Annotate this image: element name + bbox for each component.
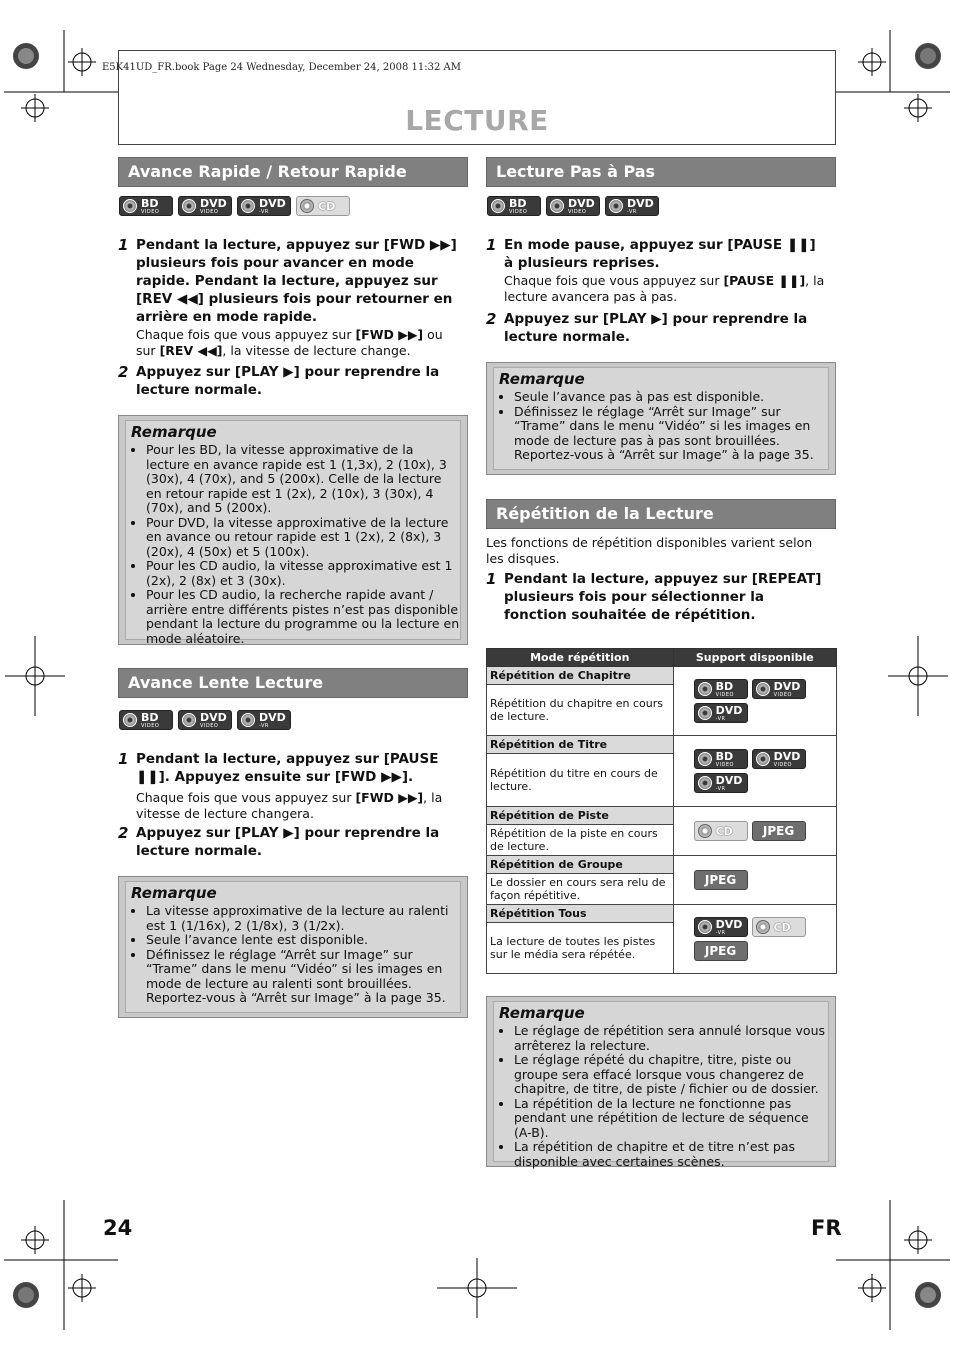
cd-icon: CD: [752, 917, 806, 937]
list-item: • Pour les BD, la vitesse approximative de la lecture en avance rapide est 1 (1,3x), 2 (10x), 3 (30x), 4 (70x), and 5 (200x). Celle de la lecture en retour rapide est 1 (2x), 2 (10x), 3 (30x), 4 (70x), and 5 (200x).: [146, 443, 460, 516]
fast-step-1-text: Pendant la lecture, appuyez sur [FWD ▶▶] plusieurs fois pour avancer en mode rapide. Pendant la lecture, appuyez sur [REV ◀◀] plusieurs fois pour retourner en arrière en mode rapide.: [136, 237, 457, 325]
list-item: • Le réglage de répétition sera annulé lorsque vous arrêterez la relecture.: [514, 1024, 828, 1053]
repeat-step-1: 1 Pendant la lecture, appuyez sur [REPEAT] plusieurs fois pour sélectionner la fonction souhaitée de répétition.: [504, 570, 829, 624]
list-item: • Définissez le réglage “Arrêt sur Image” sur “Trame” dans le menu “Vidéo” si les images en mode de lecture pas à pas sont brouillées. Reportez-vous à “Arrêt sur Image” à la page 35.: [514, 405, 828, 463]
step-step-2: 2 Appuyez sur [PLAY ▶] pour reprendre la lecture normale.: [504, 310, 826, 346]
row-desc: Répétition du titre en cours de lecture.: [487, 754, 674, 807]
step-step-1: 1 En mode pause, appuyez sur [PAUSE ❚❚] à plusieurs reprises. Chaque fois que vous appuyez sur [PAUSE ❚❚], la lecture avancera pas à pas.: [504, 236, 829, 305]
slow-step-1-detail: Chaque fois que vous appuyez sur [FWD ▶▶], la vitesse de lecture changera.: [136, 790, 443, 821]
slow-step-1-text: Pendant la lecture, appuyez sur [PAUSE ❚❚]. Appuyez ensuite sur [FWD ▶▶].: [136, 751, 439, 785]
row-mode: Répétition de Titre: [487, 736, 674, 754]
fast-step-1: 1 Pendant la lecture, appuyez sur [FWD ▶▶] plusieurs fois pour avancer en mode rapide. Pendant la lecture, appuyez sur [REV ◀◀] plusieurs fois pour retourner en arrière en mode rapide. Chaque fois que vous appuyez sur [FWD ▶▶] ou sur [REV ◀◀], la vitesse de lecture change.: [118, 236, 457, 358]
repeat-intro: Les fonctions de répétition disponibles varient selon les disques.: [486, 535, 813, 566]
fast-note-title: Remarque: [131, 423, 217, 441]
list-item: • Seule l’avance pas à pas est disponible.: [514, 390, 828, 405]
repeat-step-1-text: Pendant la lecture, appuyez sur [REPEAT] plusieurs fois pour sélectionner la fonction souhaitée de répétition.: [504, 571, 822, 623]
dvd-vr-icon: DVD -VR: [694, 703, 748, 723]
row-mode: Répétition de Piste: [487, 807, 674, 825]
row-mode: Répétition Tous: [487, 905, 674, 923]
list-item: • Seule l’avance lente est disponible.: [146, 933, 460, 948]
list-item: • Définissez le réglage “Arrêt sur Image” sur “Trame” dans le menu “Vidéo” si les images en mode de lecture au ralenti sont brouillées. Reportez-vous à “Arrêt sur Image” à la page 35.: [146, 948, 460, 1006]
bd-video-icon: BD VIDEO: [119, 710, 173, 730]
list-item: • La répétition de chapitre et de titre n’est pas disponible avec certaines scènes.: [514, 1140, 828, 1169]
col-header-support: Support disponible: [673, 649, 836, 667]
step-step-2-text: Appuyez sur [PLAY ▶] pour reprendre la lecture normale.: [504, 311, 808, 345]
step-note-list: [494, 390, 828, 463]
jpeg-icon: JPEG: [694, 941, 748, 961]
book-meta: E5K41UD_FR.book Page 24 Wednesday, December 24, 2008 11:32 AM: [102, 62, 461, 73]
fast-step-2-text: Appuyez sur [PLAY ▶] pour reprendre la lecture normale.: [136, 364, 440, 398]
step-step-1-text: En mode pause, appuyez sur [PAUSE ❚❚] à plusieurs reprises.: [504, 237, 816, 271]
fast-note-list: [126, 443, 460, 646]
bd-video-icon: BD VIDEO: [694, 679, 748, 699]
fast-step-1-detail: Chaque fois que vous appuyez sur [FWD ▶▶] ou sur [REV ◀◀], la vitesse de lecture change.: [136, 327, 443, 358]
step-note-title: Remarque: [499, 370, 585, 388]
disc-badges-step: [487, 196, 659, 216]
cd-icon: CD: [296, 196, 350, 216]
language-code: FR: [811, 1216, 842, 1240]
row-desc: Répétition de la piste en cours de lecture.: [487, 825, 674, 856]
bd-video-icon: BD VIDEO: [487, 196, 541, 216]
step-note: [486, 362, 836, 475]
dvd-vr-icon: DVD -VR: [694, 917, 748, 937]
row-desc: Le dossier en cours sera relu de façon répétitive.: [487, 874, 674, 905]
list-item: • Pour les CD audio, la vitesse approximative est 1 (2x), 2 (8x) et 3 (30x).: [146, 559, 460, 588]
row-support: [673, 736, 836, 807]
list-item: • Pour DVD, la vitesse approximative de la lecture en avance ou retour rapide est 1 (2x), 2 (8x), 3 (20x), 4 (50x) et 5 (100x).: [146, 516, 460, 560]
row-support: [673, 667, 836, 736]
list-item: • Le réglage répété du chapitre, titre, piste ou groupe sera effacé lorsque vous changerez de chapitre, de titre, de piste / fichier ou de dossier.: [514, 1053, 828, 1097]
repeat-note-list: [494, 1024, 828, 1169]
slow-step-1: 1 Pendant la lecture, appuyez sur [PAUSE ❚❚]. Appuyez ensuite sur [FWD ▶▶]. Chaque fois que vous appuyez sur [FWD ▶▶], la vitesse de lecture changera.: [136, 750, 466, 822]
slow-step-2-text: Appuyez sur [PLAY ▶] pour reprendre la lecture normale.: [136, 825, 440, 859]
dvd-video-icon: DVD VIDEO: [178, 196, 232, 216]
slow-note-title: Remarque: [131, 884, 217, 902]
jpeg-icon: JPEG: [752, 821, 806, 841]
list-item: • Pour les CD audio, la recherche rapide avant / arrière entre différents pistes n’est pas disponible pendant la lecture du programme ou la lecture en mode aléatoire.: [146, 588, 460, 646]
row-desc: La lecture de toutes les pistes sur le média sera répétée.: [487, 923, 674, 974]
row-support: [673, 856, 836, 905]
dvd-video-icon: DVD VIDEO: [178, 710, 232, 730]
slow-note: [118, 876, 468, 1018]
page-number: 24: [103, 1216, 133, 1240]
disc-badges-fast: [119, 196, 350, 216]
row-desc: Répétition du chapitre en cours de lecture.: [487, 685, 674, 736]
repeat-note-title: Remarque: [499, 1004, 585, 1022]
cd-icon: CD: [694, 821, 748, 841]
section-header-fast: Avance Rapide / Retour Rapide: [118, 157, 468, 187]
list-item: • La répétition de la lecture ne fonctionne pas pendant une répétition de lecture de séquence (A-B).: [514, 1097, 828, 1141]
dvd-vr-icon: DVD -VR: [237, 710, 291, 730]
repeat-note: [486, 996, 836, 1167]
row-support: [673, 807, 836, 856]
disc-badges-slow: [119, 710, 291, 730]
row-mode: Répétition de Groupe: [487, 856, 674, 874]
section-header-step: Lecture Pas à Pas: [486, 157, 836, 187]
slow-step-2: 2 Appuyez sur [PLAY ▶] pour reprendre la lecture normale.: [136, 824, 458, 860]
dvd-vr-icon: DVD -VR: [694, 773, 748, 793]
slow-note-list: [126, 904, 460, 1006]
bd-video-icon: BD VIDEO: [119, 196, 173, 216]
bd-video-icon: BD VIDEO: [694, 749, 748, 769]
fast-note: [118, 415, 468, 645]
dvd-vr-icon: DVD -VR: [237, 196, 291, 216]
section-header-repeat: Répétition de la Lecture: [486, 499, 836, 529]
jpeg-icon: JPEG: [694, 870, 748, 890]
row-mode: Répétition de Chapitre: [487, 667, 674, 685]
dvd-video-icon: DVD VIDEO: [752, 679, 806, 699]
repeat-table: [486, 648, 837, 974]
col-header-mode: Mode répétition: [487, 649, 674, 667]
list-item: • La vitesse approximative de la lecture au ralenti est 1 (1/16x), 2 (1/8x), 3 (1/2x).: [146, 904, 460, 933]
row-support: [673, 905, 836, 974]
dvd-vr-icon: DVD -VR: [605, 196, 659, 216]
section-header-slow: Avance Lente Lecture: [118, 668, 468, 698]
dvd-video-icon: DVD VIDEO: [546, 196, 600, 216]
step-step-1-detail: Chaque fois que vous appuyez sur [PAUSE ❚❚], la lecture avancera pas à pas.: [504, 273, 825, 304]
dvd-video-icon: DVD VIDEO: [752, 749, 806, 769]
fast-step-2: 2 Appuyez sur [PLAY ▶] pour reprendre la lecture normale.: [136, 363, 458, 399]
page-title: LECTURE: [405, 104, 549, 137]
